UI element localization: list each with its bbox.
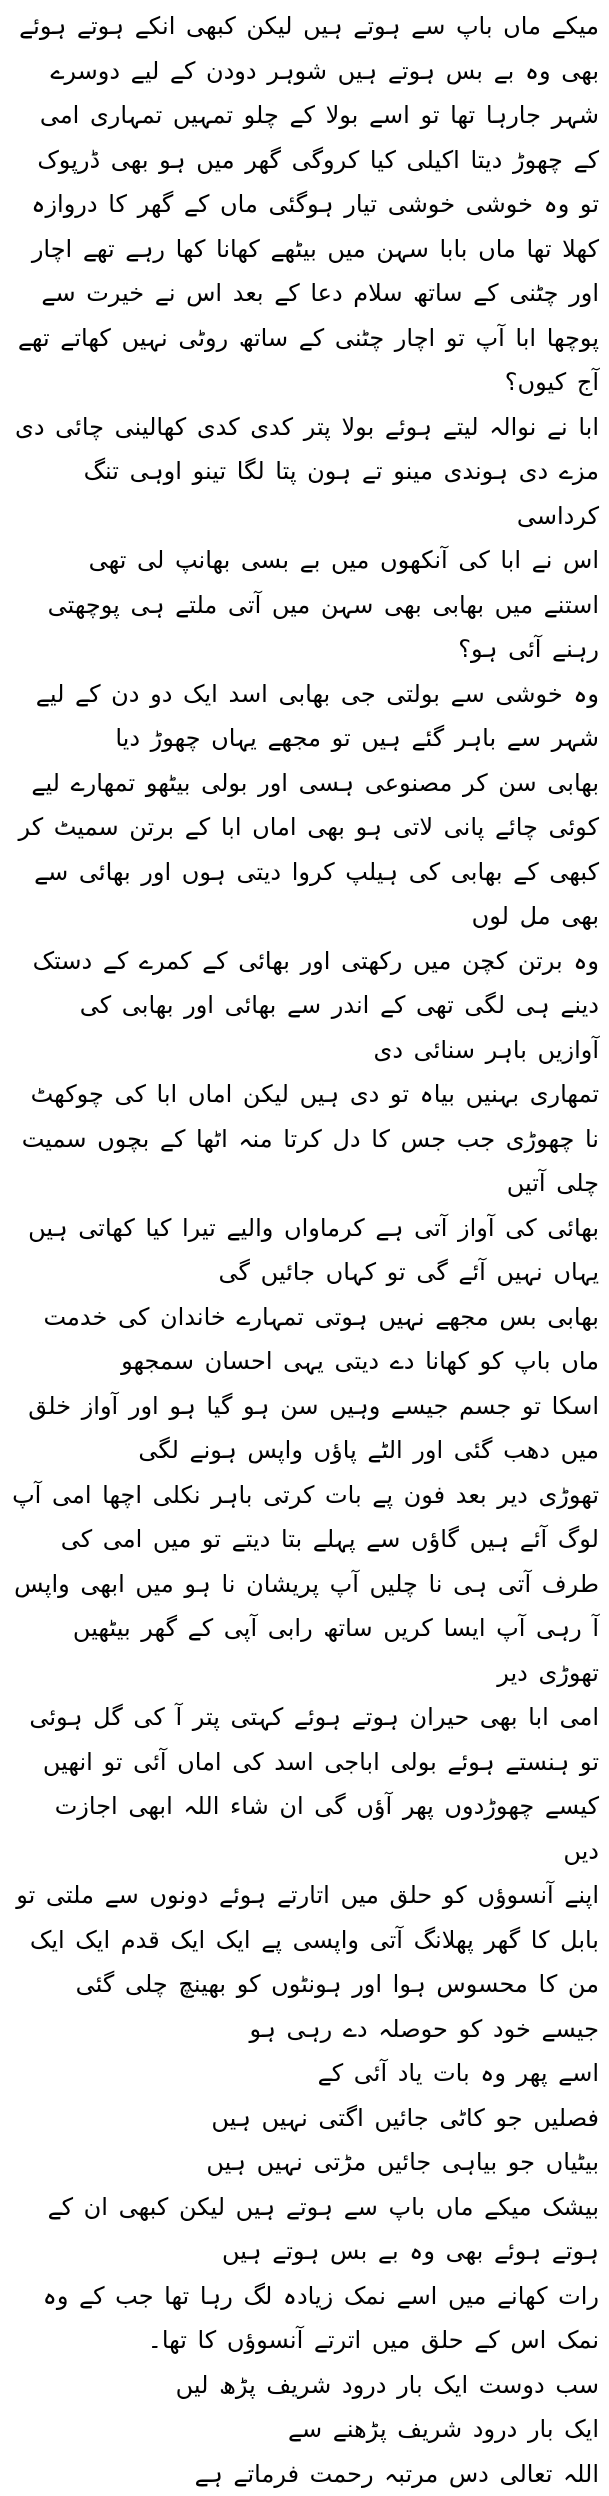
paragraph-parents-surprised: امی ابا بھی حیران ہوتے ہوئے کہتی پتر آ کی گل ہوئی تو ہنستے ہوئے بولی اباجی اسد کی اماں آئی تو انھیں کیسے چھوڑدوں پھر آؤں گی ان شاء اللہ ابھی اجازت دیں [10, 1695, 599, 1873]
paragraph-phone-call: تھوڑی دیر بعد فون پے بات کرتی باہر نکلی اچھا امی آپ لوگ آئے ہیں گاؤں سے پہلے بتا دیتے تو میں امی کی طرف آتی ہی نا چلیں آپ پریشان نا ہو میں ابھی واپس آ رہی آپ ایسا کریں ساتھ رابی آپی کے گھر بیٹھیں تھوڑی دیر [10, 1473, 599, 1696]
paragraph-bhabi-arrives: استنے میں بھابی بھی سہن میں آتی ملتے ہی پوچھتی رہنے آئی ہو؟ [10, 583, 599, 672]
paragraph-brother-voice: بھائی کی آواز آتی ہے کرماواں والیے تیرا کیا کھاتی ہیں یہاں نہیں آئے گی تو کہاں جائیں گی [10, 1206, 599, 1295]
paragraph-durood-once: ایک بار درود شریف پڑھنے سے [10, 2407, 599, 2452]
paragraph-opening: میکے ماں باپ سے ہوتے ہیں لیکن کبھی انکے ہوتے ہوئے بھی وہ بے بس ہوتے ہیں شوہر دودن کے لیے دوسرے شہر جارہا تھا تو اسے بولا کے چلو تمہیں تمہاری امی کے چھوڑ دیتا اکیلی کیا کروگی گھر میں ہو بھی ڈرپوک تو وہ خوشی خوشی تیار ہوگئی ماں کے گھر کا دروازہ کھلا تھا ماں بابا سہن میں بیٹھے کھانا کھا رہے تھے اچار اور چٹنی کے ساتھ سلام دعا کے بعد اس نے خیرت سے پوچھا ابا آپ تو اچار چٹنی کے ساتھ روٹی نہیں کھاتے تھے آج کیوں؟ [10, 4, 599, 405]
paragraph-bhabi-fake-smile: بھابی سن کر مصنوعی ہسی اور بولی بیٹھو تمھارے لیے کوئی چائے پانی لاتی ہو بھی اماں ابا کے برتن سمیٹ کر کبھی کے بھابی کی ہیلپ کروا دیتی ہوں اور بھائی سے بھی مل لوں [10, 761, 599, 939]
paragraph-reply-bhabi: وہ خوشی سے بولتی جی بھابی اسد ایک دو دن کے لیے شہر سے باہر گئے ہیں تو مجھے یہاں چھوڑ دیا [10, 672, 599, 761]
paragraph-night-dinner: رات کھانے میں اسے نمک زیادہ لگ رہا تھا جب کے وہ نمک اس کے حلق میں اترتے آنسوؤں کا تھا۔ [10, 2274, 599, 2363]
paragraph-tears: اپنے آنسوؤں کو حلق میں اتارتے ہوئے دونوں سے ملتی تو بابل کا گھر پھلانگ آتی واپسی پے ایک ایک قدم ایک ایک من کا محسوس ہوا اور ہونٹوں کو بھینچ چلی گئی جیسے خود کو حوصلہ دے رہی ہو [10, 1873, 599, 2051]
paragraph-durood-reward: اللہ تعالی دس مرتبہ رحمت فرماتے ہے [10, 2452, 599, 2496]
paragraph-verse-daughters: بیٹیاں جو بیاہی جائیں مڑتی نہیں ہیں [10, 2140, 599, 2185]
paragraph-remembered: اسے پھر وہ بات یاد آئی کے [10, 2051, 599, 2096]
paragraph-body-numb: اسکا تو جسم جیسے وہیں سن ہو گیا ہو اور آواز خلق میں دھب گئی اور الٹے پاؤں واپس ہونے لگی [10, 1384, 599, 1473]
paragraph-durood-request: سب دوست ایک بار درود شریف پڑھ لیں [10, 2363, 599, 2408]
paragraph-helplessness: اس نے ابا کی آنکھوں میں بے بسی بھانپ لی تھی [10, 538, 599, 583]
paragraph-conclusion: بیشک میکے ماں باپ سے ہوتے ہیں لیکن کبھی ان کے ہوتے ہوئے بھی وہ بے بس ہوتے ہیں [10, 2185, 599, 2274]
paragraph-bhabi-reply: بھابی بس مجھے نہیں ہوتی تمہارے خاندان کی خدمت ماں باپ کو کھانا دے دیتی یہی احسان سمجھو [10, 1295, 599, 1384]
paragraph-bhabi-complaint: تمھاری بہنیں بیاہ تو دی ہیں لیکن اماں ابا کی چوکھٹ نا چھوڑی جب جس کا دل کرتا منہ اٹھا کے بچوں سمیت چلی آتیں [10, 1072, 599, 1206]
paragraph-verse-crops: فصلیں جو کاٹی جائیں اگتی نہیں ہیں [10, 2096, 599, 2141]
paragraph-father-reply: ابا نے نوالہ لیتے ہوئے بولا پتر کدی کدی کھالینی چائی دی مزے دی ہوندی مینو تے ہون پتا لگا تینو اوہی تنگ کرداسی [10, 405, 599, 539]
paragraph-kitchen-door: وہ برتن کچن میں رکھتی اور بھائی کے کمرے کے دستک دینے ہی لگی تھی کے اندر سے بھائی اور بھابی کی آوازیں باہر سنائی دی [10, 939, 599, 1073]
